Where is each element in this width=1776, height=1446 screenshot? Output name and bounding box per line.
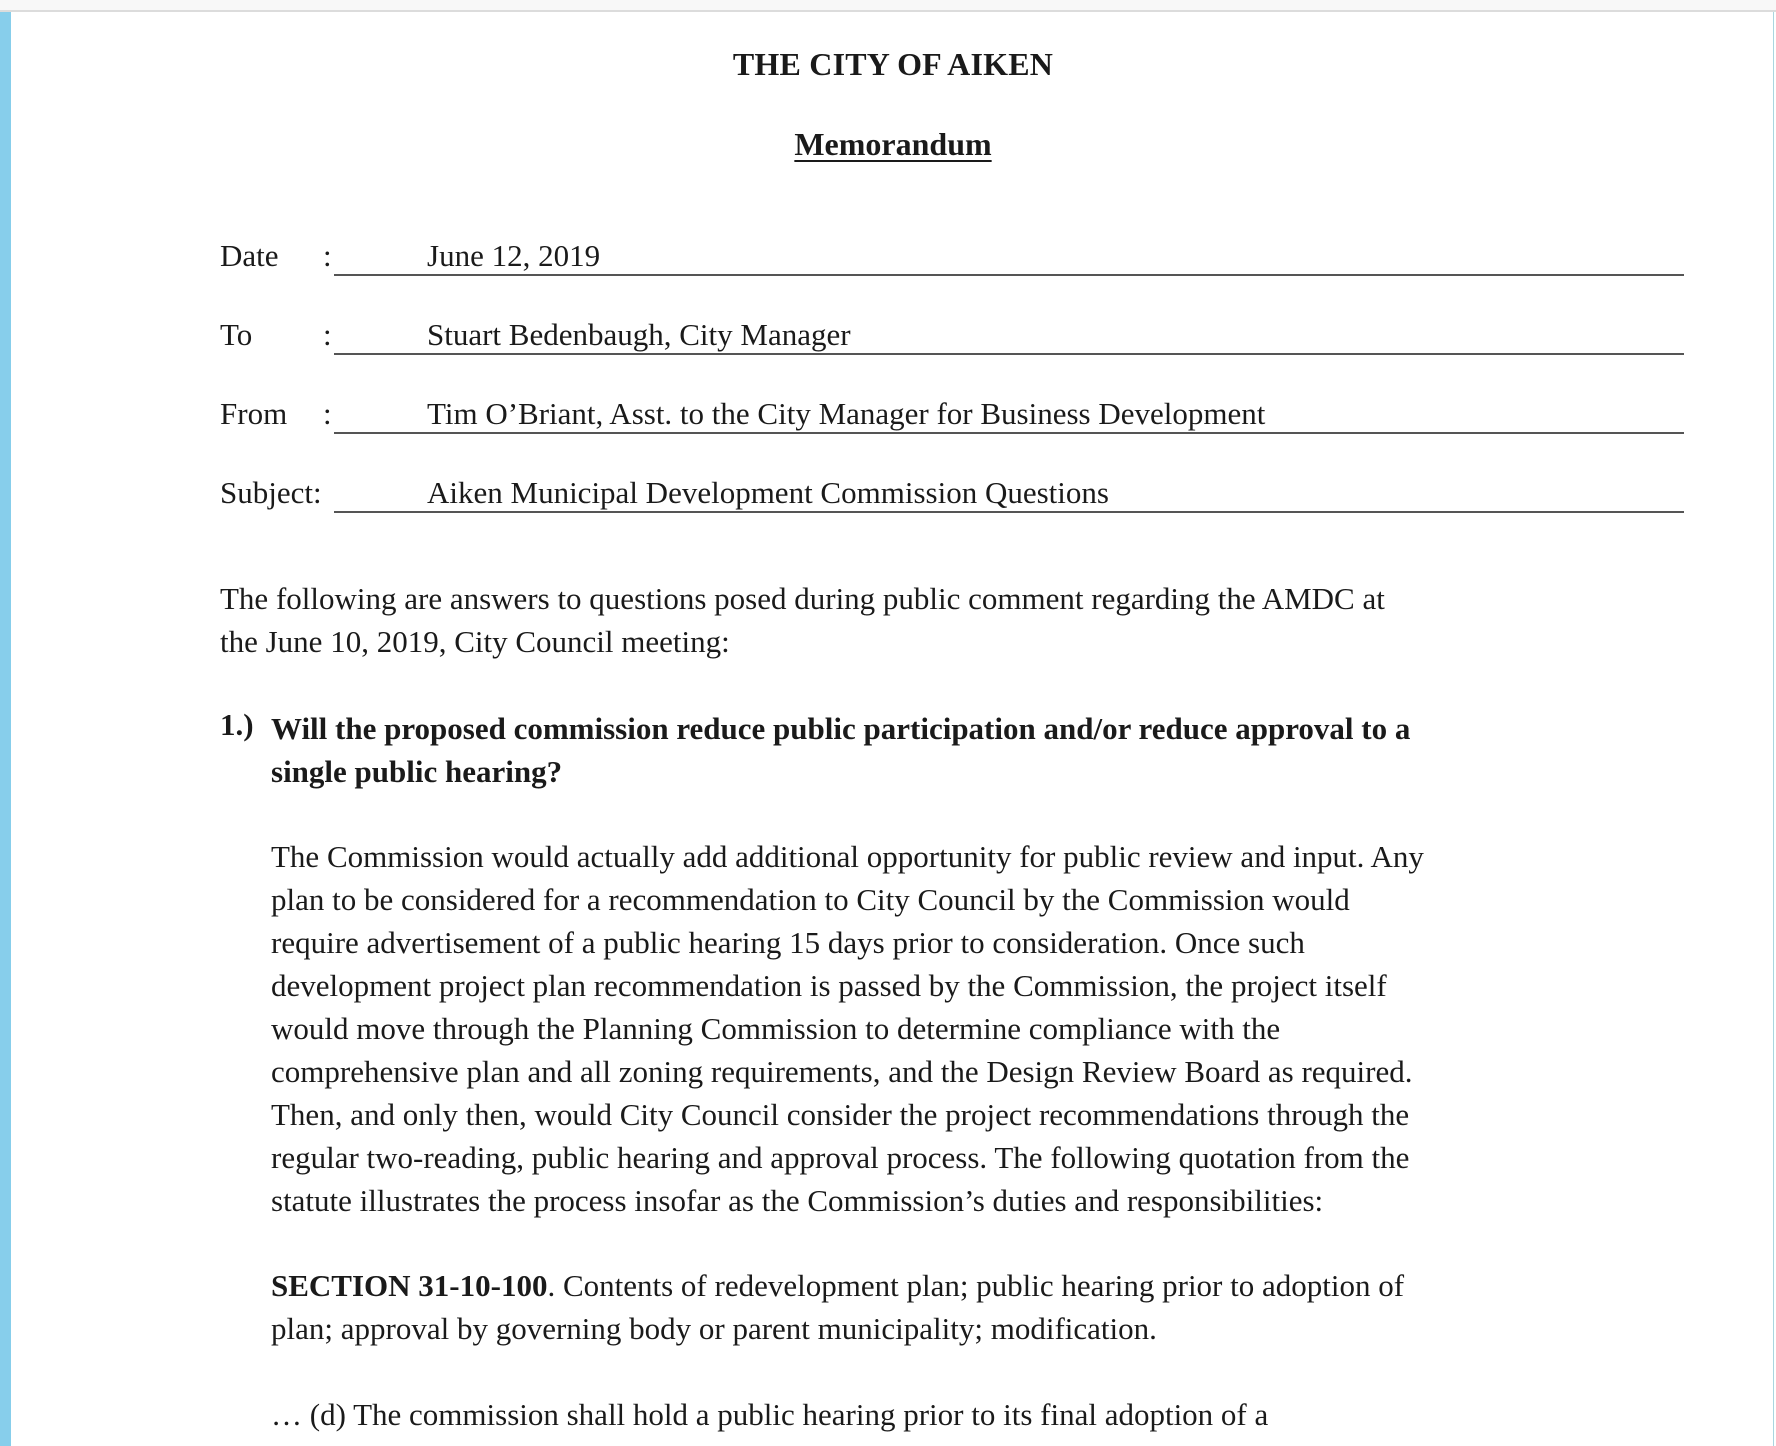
header-label: Date	[220, 238, 279, 273]
answer-line: regular two-reading, public hearing and approval process. The following quotation from the	[271, 1140, 1410, 1175]
statute-section-title: . Contents of redevelopment plan; public hearing prior to adoption of	[547, 1268, 1405, 1303]
answer-line: comprehensive plan and all zoning requirements, and the Design Review Board as required.	[271, 1054, 1413, 1089]
intro-paragraph	[220, 577, 1560, 663]
question-line: single public hearing?	[271, 754, 563, 789]
header-underline	[334, 353, 1684, 355]
header-value-from: Tim O’Briant, Asst. to the City Manager for Business Development	[427, 396, 1266, 431]
question-line: Will the proposed commission reduce public participation and/or reduce approval to a	[271, 711, 1411, 746]
header-label: To	[220, 317, 253, 352]
header-colon: :	[323, 317, 332, 352]
intro-line: The following are answers to questions posed during public comment regarding the AMDC at	[220, 581, 1385, 616]
answer-line: development project plan recommendation is passed by the Commission, the project itself	[271, 968, 1387, 1003]
header-underline	[334, 432, 1684, 434]
statute-quote: … (d) The commission shall hold a public hearing prior to its final adoption of a	[271, 1397, 1269, 1432]
question-number: 1.)	[220, 707, 254, 742]
answer-line: plan to be considered for a recommendation to City Council by the Commission would	[271, 882, 1350, 917]
question-text	[271, 707, 1571, 793]
header-colon: :	[323, 238, 332, 273]
answer-line: require advertisement of a public hearing 15 days prior to consideration. Once such	[271, 925, 1305, 960]
document-title: THE CITY OF AIKEN	[732, 46, 1054, 82]
statute-section	[271, 1264, 1571, 1350]
document-subtitle: Memorandum	[794, 126, 992, 162]
header-value-date: June 12, 2019	[427, 238, 601, 273]
answer-line: statute illustrates the process insofar as the Commission’s duties and responsibilities:	[271, 1183, 1324, 1218]
header-value-subject: Aiken Municipal Development Commission Questions	[427, 475, 1109, 510]
header-underline	[334, 511, 1684, 513]
header-label: From	[220, 396, 288, 431]
statute-line: plan; approval by governing body or parent municipality; modification.	[271, 1311, 1157, 1346]
answer-paragraph	[271, 835, 1581, 1222]
statute-line	[271, 1264, 1571, 1307]
answer-line: Then, and only then, would City Council consider the project recommendations through the	[271, 1097, 1410, 1132]
answer-line: The Commission would actually add additional opportunity for public review and input. Any	[271, 839, 1424, 874]
header-underline	[334, 274, 1684, 276]
answer-line: would move through the Planning Commission to determine compliance with the	[271, 1011, 1281, 1046]
header-colon: :	[323, 396, 332, 431]
intro-line: the June 10, 2019, City Council meeting:	[220, 624, 730, 659]
header-value-to: Stuart Bedenbaugh, City Manager	[427, 317, 851, 352]
header-label: Subject:	[220, 475, 322, 510]
statute-section-label: SECTION 31-10-100	[271, 1268, 548, 1303]
